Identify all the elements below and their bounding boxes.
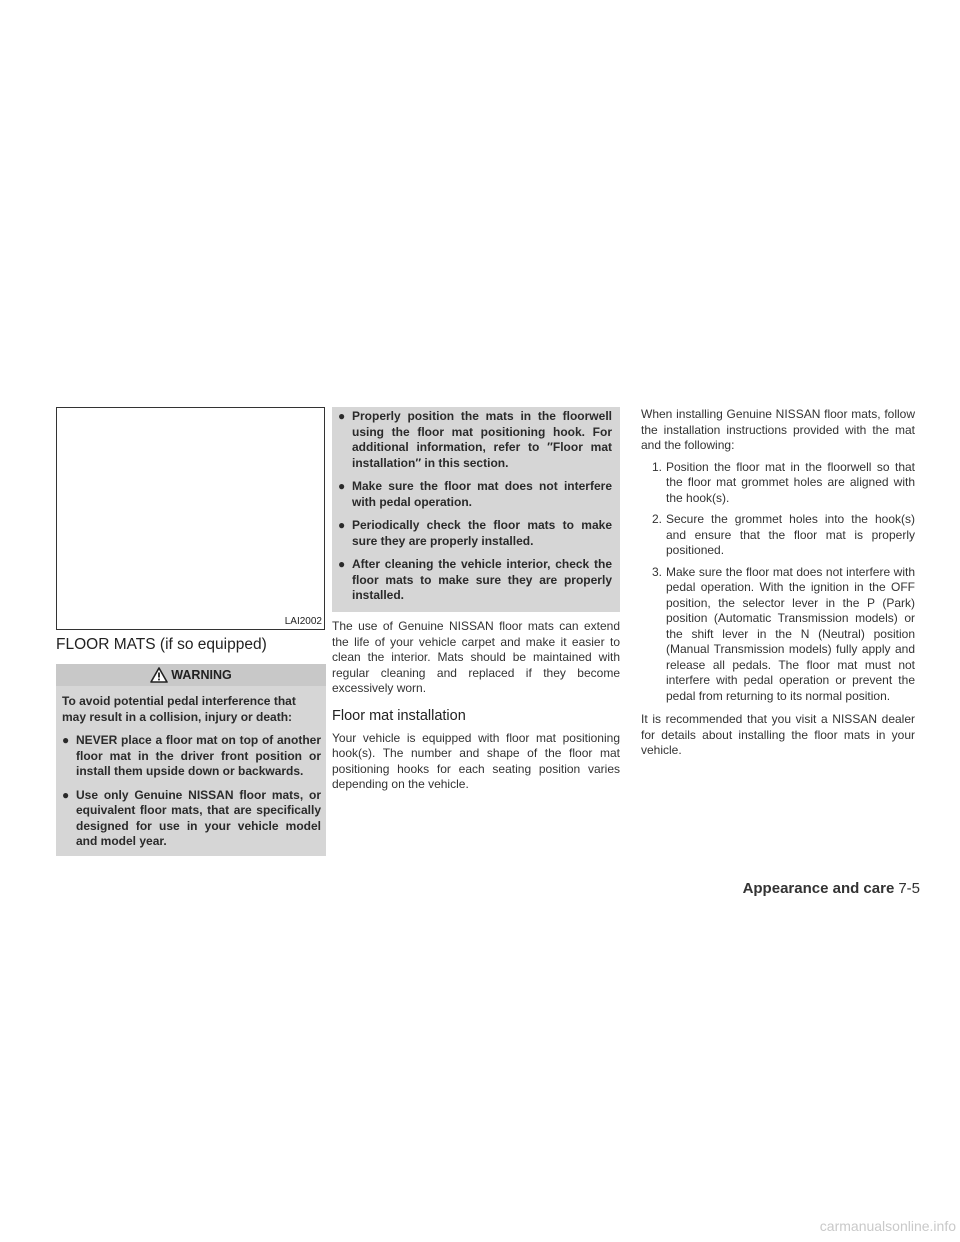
warning-bullet: ● Use only Genuine NISSAN floor mats, or equivalent floor mats, that are specifically designed for use in your vehicle model and model year.	[62, 787, 321, 848]
body-paragraph: The use of Genuine NISSAN floor mats can extend the life of your vehicle carpet and make it easier to clean the interior. Mats should be maintained with regular cleaning and replaced if they become excessively worn.	[332, 619, 620, 695]
figure-code: LAI2002	[284, 616, 322, 627]
page-footer	[743, 880, 920, 897]
column-right	[641, 407, 915, 759]
watermark: carmanualsonline.info	[819, 1218, 956, 1234]
warning-intro: To avoid potential pedal interference that may result in a collision, injury or death:	[62, 694, 296, 724]
bullet-icon: ●	[338, 518, 346, 532]
column-middle	[332, 619, 620, 793]
warning-box-continued	[332, 407, 620, 612]
warning-header	[56, 664, 326, 686]
footer-section: Appearance and care	[742, 880, 895, 897]
body-paragraph: When installing Genuine NISSAN floor mats, follow the installation instructions provided with the mat and the following:	[641, 407, 915, 452]
bullet-icon: ●	[338, 409, 346, 423]
bullet-icon: ●	[338, 557, 346, 571]
page-number: 7-5	[898, 880, 920, 897]
warning-box	[56, 664, 326, 856]
numbered-step: 3. Make sure the floor mat does not interfere with pedal operation. With the ignition in the OFF position, the selector lever in the P (Park) position (Automatic Transmission models) or the shift lever in the N (Neutral) position (Manual Transmission models) fully apply and release all pedals. The floor mat must not interfere with pedal operation or prevent the pedal from returning to its normal position.	[652, 564, 915, 703]
warning-bullet: ● Properly position the mats in the floorwell using the floor mat positioning hook. For additional information, refer to ″Floor mat installation″ in this section.	[338, 409, 612, 470]
numbered-step: 1. Position the floor mat in the floorwell so that the floor mat grommet holes are aligned with the hook(s).	[652, 459, 915, 505]
warning-bullet: ● After cleaning the vehicle interior, check the floor mats to make sure they are properly installed.	[338, 557, 612, 602]
bullet-icon: ●	[62, 787, 70, 802]
body-paragraph: It is recommended that you visit a NISSAN dealer for details about installing the floor mats in your vehicle.	[641, 712, 915, 757]
bullet-icon: ●	[338, 479, 346, 493]
bullet-icon: ●	[62, 733, 70, 747]
numbered-step: 2. Secure the grommet holes into the hook(s) and ensure that the floor mat is properly positioned.	[652, 512, 915, 557]
figure-placeholder	[56, 407, 325, 630]
section-title: FLOOR MATS (if so equipped)	[56, 636, 267, 653]
warning-bullet: ● Make sure the floor mat does not interfere with pedal operation.	[338, 479, 612, 509]
warning-bullet: ● Periodically check the floor mats to make sure they are properly installed.	[338, 518, 612, 548]
warning-heading: WARNING	[171, 668, 232, 682]
warning-bullet: ● NEVER place a floor mat on top of another floor mat in the driver front position or install them upside down or backwards.	[62, 733, 321, 778]
subsection-title: Floor mat installation	[332, 707, 466, 724]
body-paragraph: Your vehicle is equipped with floor mat positioning hook(s). The number and shape of the floor mat positioning hooks for each seating position varies depending on the vehicle.	[332, 730, 620, 791]
warning-icon	[150, 667, 168, 683]
